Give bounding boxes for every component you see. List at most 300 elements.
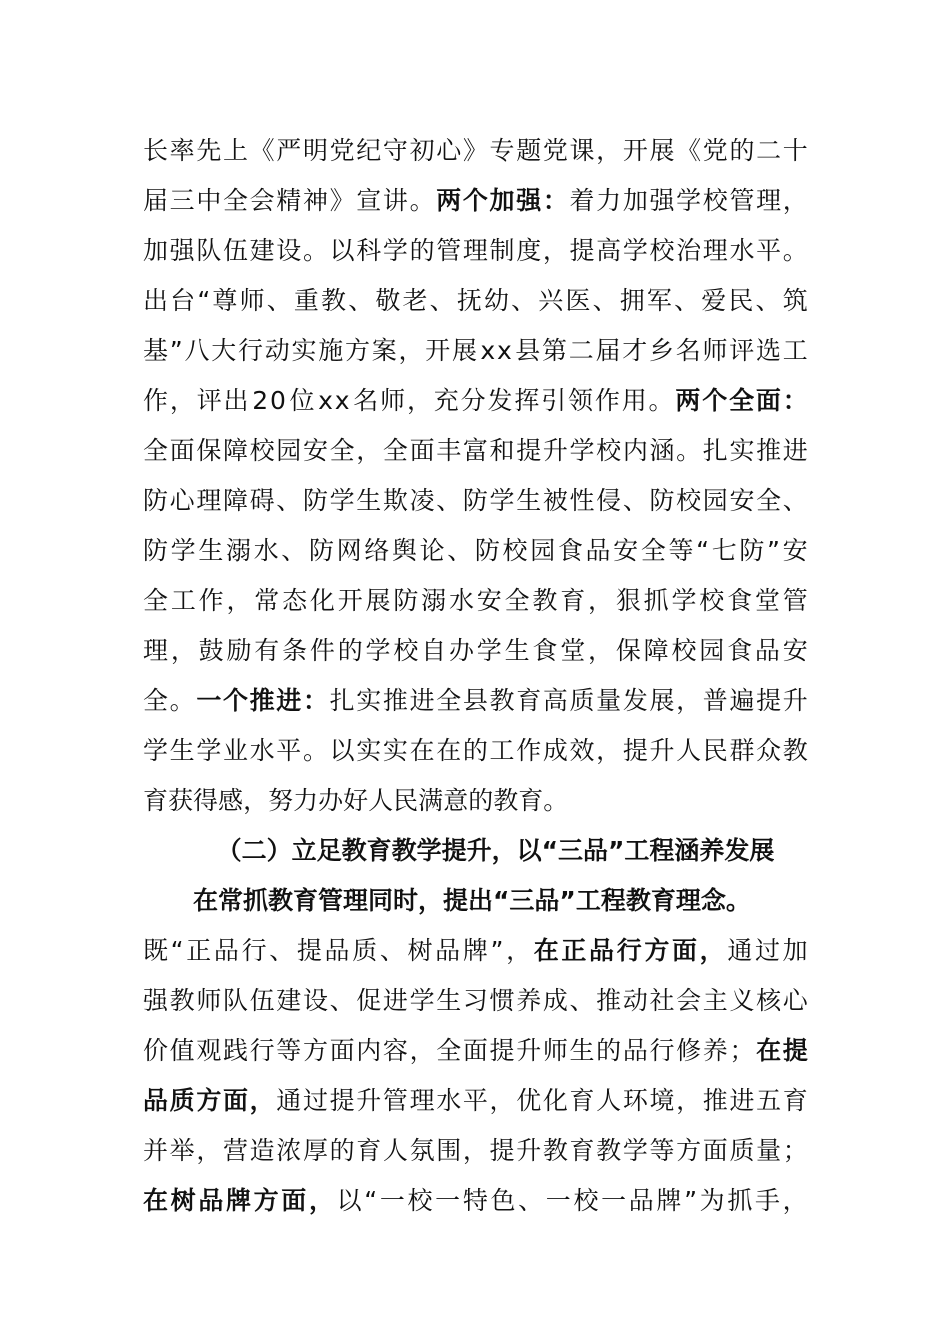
text-char: ， [196, 1136, 222, 1165]
text-char: 以 [329, 736, 355, 765]
text-char: 生 [169, 736, 195, 765]
text-char: 进 [382, 986, 408, 1015]
text-char: 园 [702, 486, 728, 515]
text-char: 平 [276, 736, 302, 765]
text-char: 业 [222, 736, 248, 765]
text-char: 量 [596, 686, 622, 715]
text-char: 、 [269, 936, 295, 965]
text-line [143, 126, 808, 176]
text-char: 届 [143, 186, 169, 215]
text-char: 防 [393, 586, 419, 615]
text-line [143, 726, 808, 776]
text-char: 升 [542, 436, 568, 465]
bold-text-char: 两 [436, 186, 462, 215]
text-char: 普 [702, 686, 728, 715]
text-char: 过 [754, 936, 780, 965]
text-char: 侵 [596, 486, 622, 515]
bold-text-char: 方 [253, 1186, 279, 1215]
text-char: 众 [756, 736, 782, 765]
text-char: 全 [143, 586, 169, 615]
text-char: 造 [249, 1136, 275, 1165]
text-char: 鼓 [198, 636, 224, 665]
text-char: 量 [756, 1136, 782, 1165]
text-line [143, 176, 808, 226]
text-char: ” [490, 936, 504, 965]
text-char: 进 [782, 436, 808, 465]
text-char: 学 [143, 736, 169, 765]
text-char: “ [197, 286, 211, 315]
bold-text-char: 行 [616, 936, 642, 965]
text-char: 涵 [649, 436, 675, 465]
text-char: 安 [782, 536, 808, 565]
text-line [143, 626, 808, 676]
text-char: 届 [595, 336, 621, 365]
bold-text-char: 个 [702, 386, 728, 415]
text-char: 通 [276, 1086, 302, 1115]
text-char: 障 [222, 436, 248, 465]
text-char: x [496, 336, 512, 365]
text-char: 境 [649, 1086, 675, 1115]
text-char: 人 [676, 736, 702, 765]
text-char: 、 [429, 286, 455, 315]
text-char: 初 [409, 136, 435, 165]
text-char: 的 [468, 786, 494, 815]
text-char: 学 [409, 986, 435, 1015]
text-char: 、 [379, 936, 405, 965]
text-char: 育 [516, 686, 542, 715]
text-char: 》 [462, 136, 488, 165]
text-char: 开 [622, 136, 648, 165]
text-char: 品 [585, 536, 611, 565]
text-char: 水 [729, 236, 755, 265]
text-char: 制 [489, 236, 515, 265]
text-char: 防 [143, 536, 169, 565]
text-char: 行 [241, 936, 267, 965]
text-char: 县 [515, 336, 541, 365]
text-line [143, 1026, 808, 1076]
text-char: 性 [569, 486, 595, 515]
text-char: 面 [702, 1136, 728, 1165]
text-char: 水 [249, 736, 275, 765]
bold-text-char: 面 [755, 386, 781, 415]
paragraph-safety-education [143, 126, 808, 826]
text-char: 安 [302, 436, 328, 465]
text-char: 筑 [782, 286, 808, 315]
text-char: 工 [489, 736, 515, 765]
text-line [143, 676, 808, 726]
text-char: ； [782, 1136, 808, 1165]
text-char: 军 [646, 286, 672, 315]
text-char: 爱 [701, 286, 727, 315]
text-char: 。 [409, 186, 435, 215]
text-char: 加 [143, 236, 169, 265]
text-char: 兴 [538, 286, 564, 315]
text-char: 校 [393, 636, 419, 665]
text-char: 充 [433, 386, 459, 415]
text-char: 校 [671, 636, 697, 665]
text-char: 面 [169, 436, 195, 465]
text-char: 全 [222, 186, 248, 215]
bold-text-char: 质 [169, 1086, 195, 1115]
text-char: 、 [674, 286, 700, 315]
bold-text-char: ， [699, 936, 725, 965]
text-char: 教 [493, 786, 519, 815]
text-char: 明 [302, 136, 328, 165]
text-char: 围 [436, 1136, 462, 1165]
document-body [143, 126, 808, 1226]
text-char: 。 [648, 386, 674, 415]
text-char: 尊 [212, 286, 238, 315]
text-line [143, 926, 808, 976]
text-char: 养 [516, 986, 542, 1015]
text-char: 校 [249, 436, 275, 465]
text-line [143, 1076, 808, 1126]
text-char: 生 [198, 536, 224, 565]
text-char: 保 [196, 436, 222, 465]
text-char: 、 [518, 1186, 544, 1215]
text-char: 习 [462, 986, 488, 1015]
bold-text-char: 品 [198, 1186, 224, 1215]
text-char: 师 [702, 336, 728, 365]
text-char: 满 [418, 786, 444, 815]
text-char: 案 [371, 336, 397, 365]
text-char: ， [782, 1186, 808, 1215]
text-char: 会 [676, 986, 702, 1015]
text-char: 观 [196, 1036, 222, 1065]
text-char: 自 [421, 636, 447, 665]
text-char: 、 [436, 486, 462, 515]
text-char: ， [676, 1086, 702, 1115]
text-char: 重 [293, 286, 319, 315]
text-char: 好 [343, 786, 369, 815]
text-char: 安 [729, 486, 755, 515]
text-char: 管 [729, 186, 755, 215]
text-char: 推 [382, 686, 408, 715]
text-char: 升 [649, 736, 675, 765]
text-char: 的 [729, 136, 755, 165]
text-char: 引 [541, 386, 567, 415]
text-char: 营 [222, 1136, 248, 1165]
text-char: 展 [451, 336, 477, 365]
text-char: 先 [196, 136, 222, 165]
text-char: 心 [169, 486, 195, 515]
text-char: 工 [170, 586, 196, 615]
text-char: 守 [382, 136, 408, 165]
text-line [143, 1176, 808, 1226]
text-char: 品 [324, 936, 350, 965]
text-char: 成 [542, 736, 568, 765]
text-char: 纪 [356, 136, 382, 165]
text-char: ， [169, 386, 195, 415]
text-char: 、 [281, 536, 307, 565]
text-char: 师 [380, 386, 406, 415]
text-char: 浓 [276, 1136, 302, 1165]
text-char: 堂 [754, 586, 780, 615]
text-char: 牌 [462, 936, 488, 965]
text-char: 强 [169, 236, 195, 265]
text-char: 举 [169, 1136, 195, 1165]
text-char: 防 [474, 536, 500, 565]
text-char: 欺 [382, 486, 408, 515]
text-char: 师 [542, 1036, 568, 1065]
text-char: 管 [382, 1086, 408, 1115]
text-char: 理 [702, 236, 728, 265]
text-char: 提 [569, 236, 595, 265]
text-char: 生 [516, 486, 542, 515]
text-char: ， [542, 236, 568, 265]
text-char: 值 [169, 1036, 195, 1065]
text-char: 着 [569, 186, 595, 215]
text-char: 宣 [356, 186, 382, 215]
text-char: 意 [443, 786, 469, 815]
text-char: ， [356, 436, 382, 465]
text-char: ， [506, 936, 532, 965]
text-char: 设 [276, 236, 302, 265]
text-char: 加 [782, 936, 808, 965]
text-char: 升 [356, 1086, 382, 1115]
text-char: 惯 [489, 986, 515, 1015]
text-char: 育 [518, 786, 544, 815]
text-char: 校 [699, 586, 725, 615]
text-char: 实 [356, 736, 382, 765]
text-char: 和 [489, 436, 515, 465]
bold-text-char: ： [782, 386, 808, 415]
text-char: 富 [462, 436, 488, 465]
text-char: 医 [565, 286, 591, 315]
text-char: 名 [353, 386, 379, 415]
text-char: 学 [489, 486, 515, 515]
text-char: 质 [352, 936, 378, 965]
text-char: 师 [239, 286, 265, 315]
text-char: 遍 [729, 686, 755, 715]
text-char: 行 [649, 1036, 675, 1065]
bold-text-char: 两 [675, 386, 701, 415]
text-char: 评 [196, 386, 222, 415]
text-char: 养 [702, 1036, 728, 1065]
text-char: 防 [462, 486, 488, 515]
text-char: 理 [409, 1086, 435, 1115]
text-char: 力 [596, 186, 622, 215]
text-char: 品 [754, 636, 780, 665]
text-char: 二 [568, 336, 594, 365]
text-char: ， [588, 586, 614, 615]
bold-text-char: 强 [516, 186, 542, 215]
text-char: 的 [462, 736, 488, 765]
text-char: 特 [462, 1186, 488, 1215]
text-char: 强 [143, 986, 169, 1015]
text-char: 。 [676, 436, 702, 465]
text-char: 为 [699, 1186, 725, 1215]
text-char: 面 [409, 436, 435, 465]
text-char: 食 [727, 636, 753, 665]
text-line [143, 576, 808, 626]
text-char: 出 [223, 386, 249, 415]
text-char: 位 [289, 386, 315, 415]
text-char: 2 [252, 386, 269, 415]
text-char: 、 [782, 486, 808, 515]
text-char: 通 [727, 936, 753, 965]
text-char: 升 [516, 1136, 542, 1165]
text-char: 一 [601, 1186, 627, 1215]
text-char: 的 [596, 1036, 622, 1065]
bold-text-char: 面 [672, 936, 698, 965]
text-char: 生 [504, 636, 530, 665]
text-char: 理 [756, 186, 782, 215]
text-char: 水 [448, 586, 474, 615]
text-char: 学 [196, 736, 222, 765]
text-char: 抚 [456, 286, 482, 315]
text-char: 扎 [702, 436, 728, 465]
text-char: 扎 [329, 686, 355, 715]
text-char: 民 [393, 786, 419, 815]
text-char: 品 [213, 936, 239, 965]
bold-text-char: 加 [489, 186, 515, 215]
text-char: 八 [184, 336, 210, 365]
text-char: 升 [782, 686, 808, 715]
text-char: 的 [329, 1136, 355, 1165]
bold-text-char: 一 [196, 686, 222, 715]
text-char: 食 [557, 536, 583, 565]
bold-text-char: ， [308, 1186, 334, 1215]
bold-text-char: 品 [589, 936, 615, 965]
text-char: 平 [756, 236, 782, 265]
text-char: 升 [516, 1036, 542, 1065]
text-char: 三 [169, 186, 195, 215]
text-char: 手 [754, 1186, 780, 1215]
text-char: 发 [622, 686, 648, 715]
text-char: 敬 [375, 286, 401, 315]
text-char: 强 [649, 186, 675, 215]
bold-text-char: 树 [170, 1186, 196, 1215]
text-char: 溺 [225, 536, 251, 565]
text-char: 学 [382, 236, 408, 265]
bold-text-char: 推 [249, 686, 275, 715]
text-char: 、 [592, 286, 618, 315]
text-char: 树 [407, 936, 433, 965]
text-char: 育 [569, 1136, 595, 1165]
text-char: 励 [226, 636, 252, 665]
text-line [143, 426, 808, 476]
text-char: 讲 [382, 186, 408, 215]
text-char: 等 [276, 1036, 302, 1065]
text-char: 色 [490, 1186, 516, 1215]
text-char: 主 [702, 986, 728, 1015]
text-char: 动 [264, 336, 290, 365]
text-char: 全 [382, 436, 408, 465]
text-char: 被 [542, 486, 568, 515]
text-char: 推 [756, 436, 782, 465]
text-char: 品 [622, 1036, 648, 1065]
text-char: 得 [193, 786, 219, 815]
text-char: 舆 [391, 536, 417, 565]
text-char: 治 [676, 236, 702, 265]
text-char: 厚 [302, 1136, 328, 1165]
text-char: 高 [596, 236, 622, 265]
text-char: 育 [782, 1086, 808, 1115]
lead-sentence: 在常抓教育管理同时，提出“三品”工程教育理念。 [193, 886, 751, 915]
text-char: 一 [545, 1186, 571, 1215]
text-char: 县 [462, 686, 488, 715]
text-char: 获 [168, 786, 194, 815]
text-char: 。 [169, 686, 195, 715]
text-char: 校 [407, 1186, 433, 1215]
text-char: 容 [382, 1036, 408, 1065]
text-char: 的 [337, 636, 363, 665]
text-char: 方 [676, 1136, 702, 1165]
text-char: 、 [348, 286, 374, 315]
text-char: 提 [516, 436, 542, 465]
text-char: 办 [448, 636, 474, 665]
text-char: 以 [329, 236, 355, 265]
text-char: ， [489, 1086, 515, 1115]
bold-text-char: ： [302, 686, 328, 715]
text-char: 方 [302, 1036, 328, 1065]
text-char: 名 [675, 336, 701, 365]
text-char: 价 [143, 1036, 169, 1065]
text-char: 育 [143, 786, 169, 815]
text-char: 发 [487, 386, 513, 415]
text-char: “ [364, 1186, 378, 1215]
text-char: “ [170, 936, 184, 965]
text-char: 效 [569, 736, 595, 765]
text-char: 严 [276, 136, 302, 165]
text-char: 并 [143, 1136, 169, 1165]
text-char: 伍 [222, 236, 248, 265]
text-char: 防 [739, 536, 765, 565]
text-char: 。 [543, 786, 569, 815]
text-char: 内 [622, 436, 648, 465]
text-char: 提 [489, 1036, 515, 1065]
text-char: ” [169, 336, 183, 365]
text-char: 人 [382, 1136, 408, 1165]
text-char: 溺 [421, 586, 447, 615]
text-char: 课 [569, 136, 595, 165]
text-char: 全 [436, 686, 462, 715]
text-char: ， [596, 736, 622, 765]
text-char: 食 [727, 586, 753, 615]
text-char: 既 [143, 936, 169, 965]
bold-text-char: 品 [143, 1086, 169, 1115]
text-char: 第 [541, 336, 567, 365]
text-char: 态 [282, 586, 308, 615]
text-char: 抓 [643, 586, 669, 615]
text-char: 校 [502, 536, 528, 565]
text-char: ” [767, 536, 780, 565]
text-char: 教 [489, 686, 515, 715]
text-char: 推 [596, 986, 622, 1015]
text-char: 基 [143, 336, 169, 365]
text-char: 学 [622, 1136, 648, 1165]
text-char: 学 [476, 636, 502, 665]
text-char: 会 [249, 186, 275, 215]
text-char: 提 [756, 686, 782, 715]
bold-text-char: 进 [276, 686, 302, 715]
text-char: 碍 [249, 486, 275, 515]
text-char: 开 [425, 336, 451, 365]
text-char: 狠 [615, 586, 641, 615]
text-char: 水 [436, 1086, 462, 1115]
text-char: 展 [649, 136, 675, 165]
text-char: 开 [337, 586, 363, 615]
text-char: 感 [218, 786, 244, 815]
bold-text-char: 全 [729, 386, 755, 415]
text-char: 学 [671, 586, 697, 615]
text-char: 精 [276, 186, 302, 215]
text-char: 丰 [436, 436, 462, 465]
bold-text-char: 面 [281, 1186, 307, 1215]
text-char: 努 [268, 786, 294, 815]
text-char: 群 [729, 736, 755, 765]
